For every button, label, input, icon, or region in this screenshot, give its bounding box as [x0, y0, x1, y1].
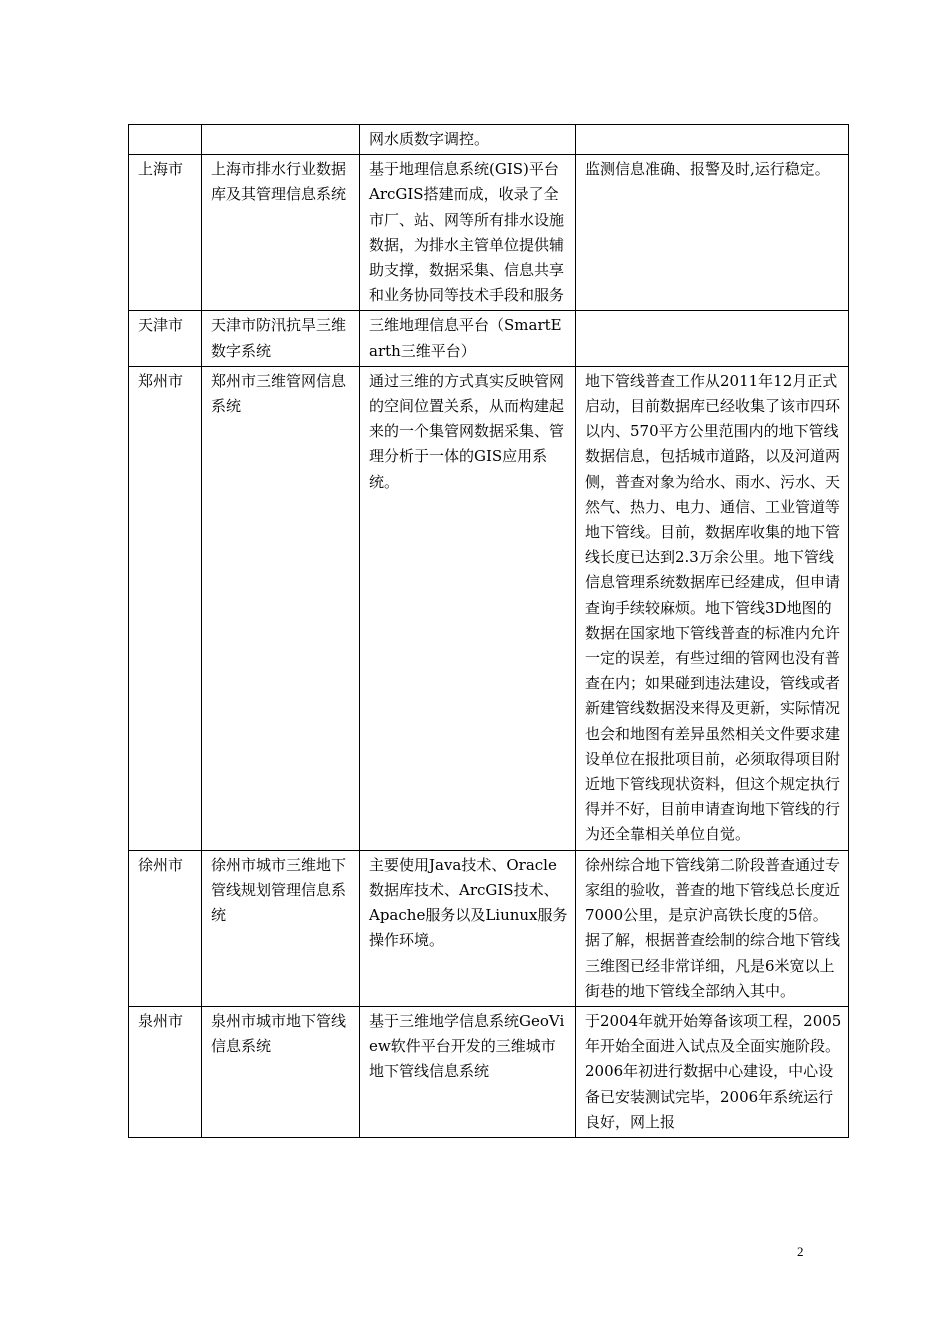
- table-row: [129, 311, 849, 366]
- city-cell: 泉州市: [129, 1006, 202, 1137]
- table-row: [129, 155, 849, 311]
- status-cell: 于2004年就开始筹备该项工程，2005年开始全面进入试点及全面实施阶段。2006年初进行数据中心建设，中心设备已安装测试完毕，2006年系统运行良好，网上报: [576, 1006, 849, 1137]
- status-cell: 地下管线普查工作从2011年12月正式启动，目前数据库已经收集了该市四环以内、570平方公里范围内的地下管线数据信息，包括城市道路，以及河道两侧，普查对象为给水、雨水、污水、天然气、热力、电力、通信、工业管道等地下管线。目前，数据库收集的地下管线长度已达到2.3万余公里。地下管线信息管理系统数据库已经建成，但申请查询手续较麻烦。地下管线3D地图的数据在国家地下管线普查的标准内允许一定的误差，有些过细的管网也没有普查在内；如果碰到违法建设，管线或者新建管线数据没来得及更新，实际情况也会和地图有差异虽然相关文件要求建设单位在报批项目前，必须取得项目附近地下管线现状资料，但这个规定执行得并不好，目前申请查询地下管线的行为还全靠相关单位自觉。: [576, 366, 849, 850]
- system-cell: 泉州市城市地下管线信息系统: [202, 1006, 360, 1137]
- system-cell: [202, 125, 360, 155]
- technology-cell: 通过三维的方式真实反映管网的空间位置关系，从而构建起来的一个集管网数据采集、管理分析于一体的GIS应用系统。: [360, 366, 576, 850]
- technology-cell: 基于地理信息系统(GIS)平台ArcGIS搭建而成，收录了全市厂、站、网等所有排水设施数据，为排水主管单位提供辅助支撑，数据采集、信息共享和业务协同等技术手段和服务: [360, 155, 576, 311]
- technology-cell: 三维地理信息平台（SmartEarth三维平台）: [360, 311, 576, 366]
- system-cell: 天津市防汛抗旱三维数字系统: [202, 311, 360, 366]
- status-cell: [576, 311, 849, 366]
- city-cell: 郑州市: [129, 366, 202, 850]
- status-cell: 徐州综合地下管线第二阶段普查通过专家组的验收，普查的地下管线总长度近7000公里，是京沪高铁长度的5倍。据了解，根据普查绘制的综合地下管线三维图已经非常详细，凡是6米宽以上街巷的地下管线全部纳入其中。: [576, 850, 849, 1006]
- table-row: [129, 850, 849, 1006]
- status-cell: [576, 125, 849, 155]
- city-cell: 上海市: [129, 155, 202, 311]
- technology-cell: 主要使用Java技术、Oracle数据库技术、ArcGIS技术、Apache服务以及Liunux服务操作环境。: [360, 850, 576, 1006]
- page-number: 2: [797, 1244, 804, 1259]
- pipeline-systems-table: [128, 124, 849, 1138]
- city-cell: [129, 125, 202, 155]
- table-row: [129, 1006, 849, 1137]
- status-cell: 监测信息准确、报警及时,运行稳定。: [576, 155, 849, 311]
- technology-cell: 网水质数字调控。: [360, 125, 576, 155]
- system-cell: 徐州市城市三维地下管线规划管理信息系统: [202, 850, 360, 1006]
- table-row: [129, 366, 849, 850]
- city-cell: 徐州市: [129, 850, 202, 1006]
- technology-cell: 基于三维地学信息系统GeoView软件平台开发的三维城市地下管线信息系统: [360, 1006, 576, 1137]
- table-row: [129, 125, 849, 155]
- system-cell: 郑州市三维管网信息系统: [202, 366, 360, 850]
- city-cell: 天津市: [129, 311, 202, 366]
- system-cell: 上海市排水行业数据库及其管理信息系统: [202, 155, 360, 311]
